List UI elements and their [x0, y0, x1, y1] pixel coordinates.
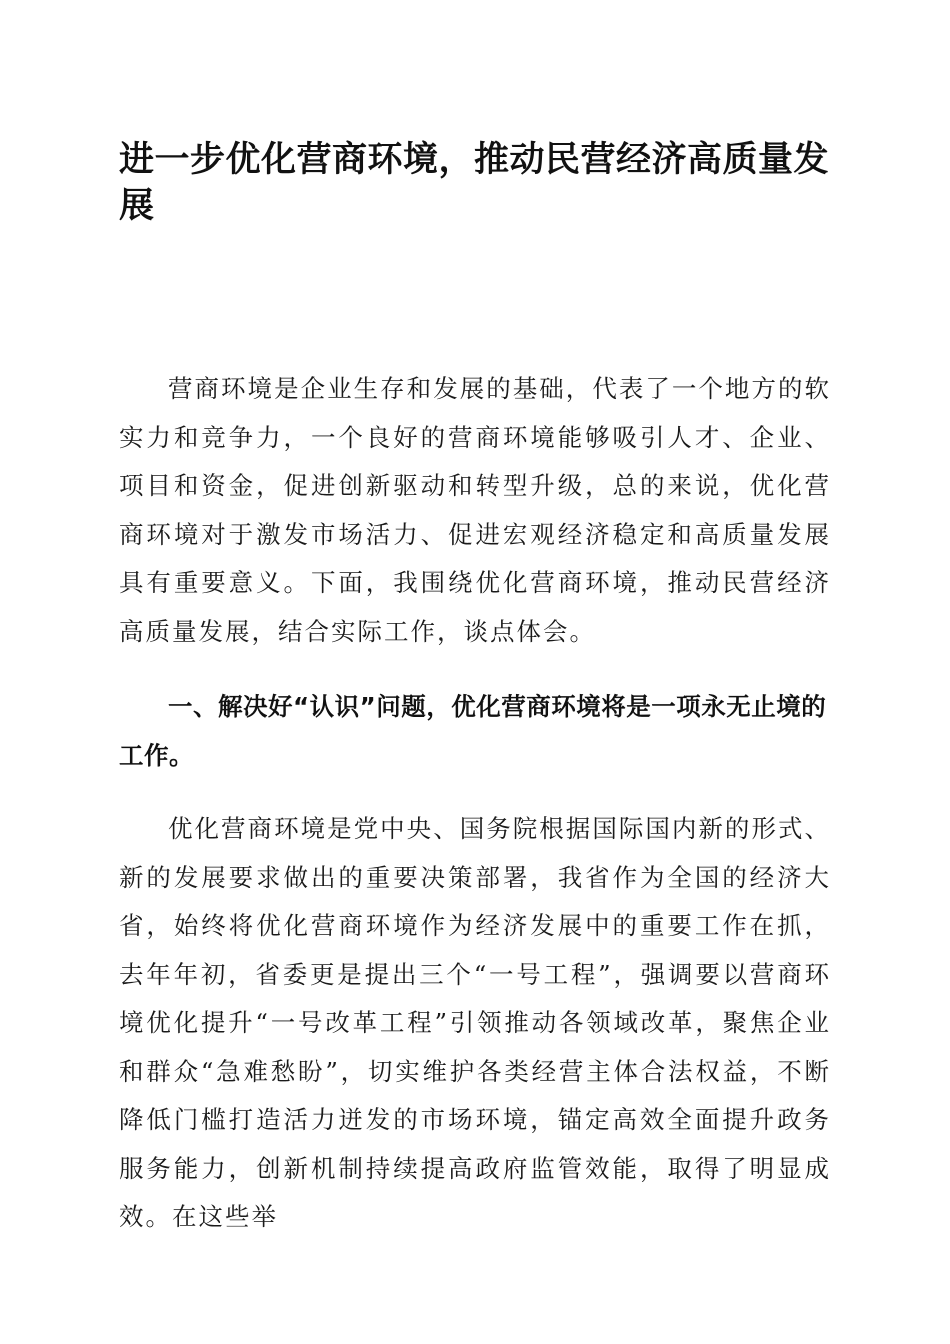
- intro-section: [119, 365, 831, 656]
- document-title: 进一步优化营商环境，推动民营经济高质量发展: [119, 139, 830, 226]
- section-body: [119, 805, 831, 1242]
- section-paragraph: 优化营商环境是党中央、国务院根据国际国内新的形式、新的发展要求做出的重要决策部署，我省作为全国的经济大省，始终将优化营商环境作为经济发展中的重要工作在抓，去年年初，省委更是提出三个“一号工程”，强调要以营商环境优化提升“一号改革工程”引领推动各领域改革，聚焦企业和群众“急难愁盼”，切实维护各类经营主体合法权益，不断降低门槛打造活力迸发的市场环境，锚定高效全面提升政务服务能力，创新机制持续提高政府监管效能，取得了明显成效。在这些举: [119, 814, 831, 1231]
- intro-paragraph: 营商环境是企业生存和发展的基础，代表了一个地方的软实力和竞争力，一个良好的营商环境能够吸引人才、企业、项目和资金，促进创新驱动和转型升级，总的来说，优化营商环境对于激发市场活力、促进宏观经济稳定和高质量发展具有重要意义。下面，我围绕优化营商环境，推动民营经济高质量发展，结合实际工作，谈点体会。: [119, 374, 831, 646]
- section-heading: 一、解决好“认识”问题，优化营商环境将是一项永无止境的工作。: [119, 692, 827, 770]
